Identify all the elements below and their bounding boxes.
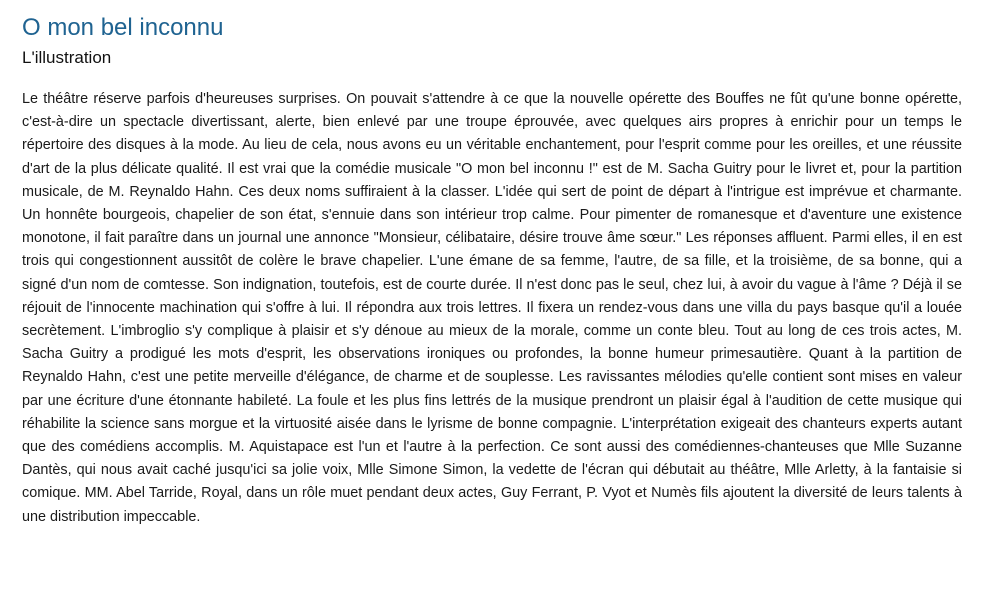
article-body: Le théâtre réserve parfois d'heureuses surprises. On pouvait s'attendre à ce que la nouvelle opérette des Bouffes ne fût qu'une bonne opérette, c'est-à-dire un spectacle divertissant, alerte, bien enlevé par une troupe éprouvée, avec quelques airs propres à enrichir pour un temps le répertoire des disques à la mode. Au lieu de cela, nous avons eu un véritable enchantement, pour l'esprit comme pour les oreilles, et une réussite d'art de la plus délicate qualité. Il est vrai que la comédie musicale "O mon bel inconnu !" est de M. Sacha Guitry pour le livret et, pour la partition musicale, de M. Reynaldo Hahn. Ces deux noms suffiraient à la classer. L'idée qui sert de point de départ à l'intrigue est imprévue et charmante. Un honnête bourgeois, chapelier de son état, s'ennuie dans son intérieur trop calme. Pour pimenter de romanesque et d'aventure une existence monotone, il fait paraître dans un journal une annonce "Monsieur, célibataire, désire trouve âme sœur." Les réponses affluent. Parmi elles, il en est trois qui congestionnent aussitôt de colère le brave chapelier. L'une émane de sa femme, l'autre, de sa fille, et la troisième, de sa bonne, qui a signé d'un nom de comtesse. Son indignation, toutefois, est de courte durée. Il n'est donc pas le seul, chez lui, à avoir du vague à l'âme ? Déjà il se réjouit de l'innocente machination qui s'offre à lui. Il répondra aux trois lettres. Il fixera un rendez-vous dans une villa du pays basque qu'il a louée secrètement. L'imbroglio s'y complique à plaisir et s'y dénoue au mieux de la morale, comme un conte bleu. Tout au long de ces trois actes, M. Sacha Guitry a prodigué les mots d'esprit, les observations ironiques ou profondes, la bonne humeur primesautière. Quant à la partition de Reynaldo Hahn, c'est une petite merveille d'élégance, de charme et de souplesse. Les ravissantes mélodies qu'elle contient sont mises en valeur par une écriture d'une étonnante habileté. La foule et les plus fins lettrés de la musique prendront un plaisir égal à l'audition de cette musique qui réhabilite la science sans morgue et la virtuosité aisée dans le lyrisme de bonne compagnie. L'interprétation exigeait des chanteurs experts autant que des comédiens accomplis. M. Aquistapace est l'un et l'autre à la perfection. Ce sont aussi des comédiennes-chanteuses que Mlle Suzanne Dantès, qui nous avait caché jusqu'ici sa jolie voix, Mlle Simone Simon, la vedette de l'écran qui débutait au théâtre, Mlle Arletty, à la fantaisie si comique. MM. Abel Tarride, Royal, dans un rôle muet pendant deux actes, Guy Ferrant, P. Vyot et Numès fils ajoutent la diversité de leurs talents à une distribution impeccable. (22, 91, 962, 525)
document-page (22, 12, 962, 529)
article-title: O mon bel inconnu (22, 14, 224, 41)
article-source: L'illustration (22, 48, 112, 67)
